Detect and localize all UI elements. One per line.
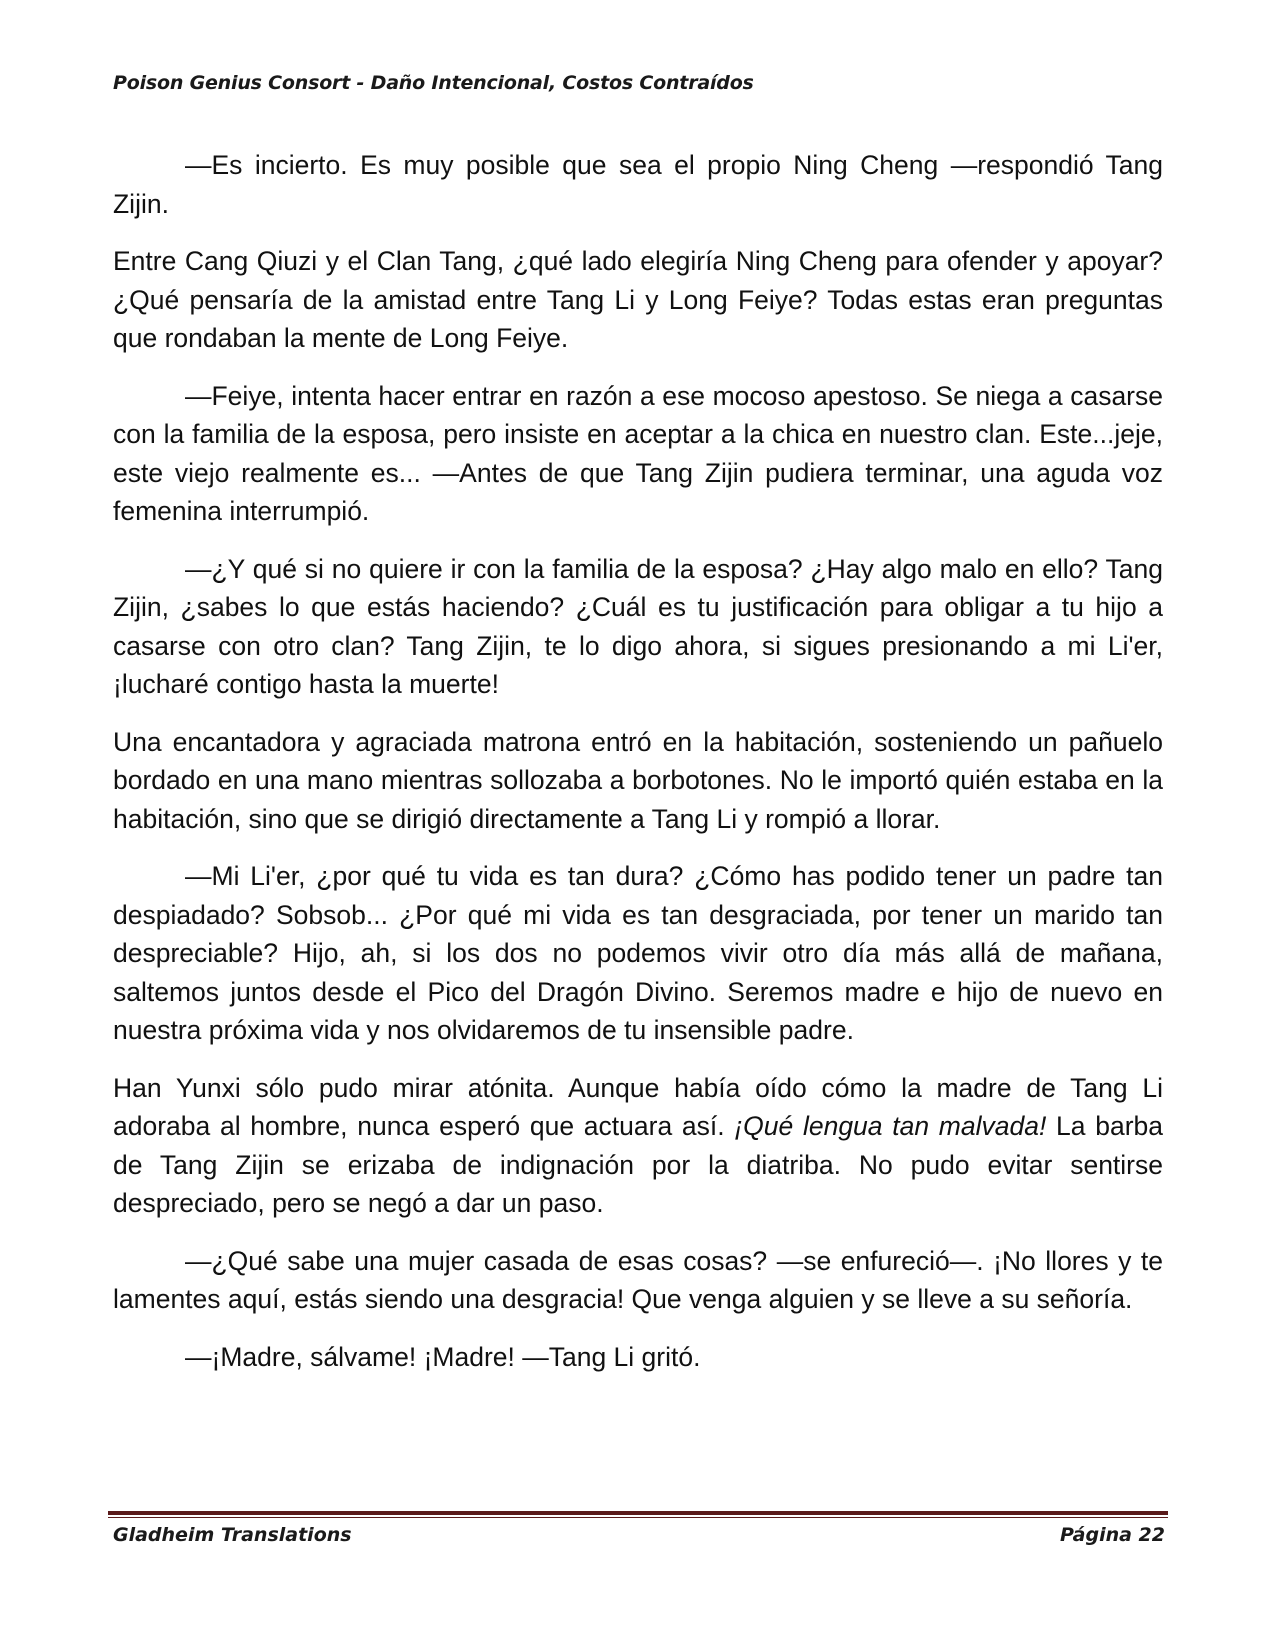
paragraph: Entre Cang Qiuzi y el Clan Tang, ¿qué lado elegiría Ning Cheng para ofender y apoyar? ¿Qué pensaría de la amistad entre Tang Li y Long Feiye? Todas estas eran preguntas que rondaban la mente de Long Feiye. <box>113 246 1163 353</box>
footer-divider-thick <box>108 1511 1168 1515</box>
footer-page-number: Página 22 <box>1059 1524 1165 1546</box>
footer-divider <box>108 1511 1168 1519</box>
paragraph: —¿Y qué si no quiere ir con la familia de la esposa? ¿Hay algo malo en ello? Tang Zijin, ¿sabes lo que estás haciendo? ¿Cuál es tu justificación para obligar a tu hijo a casarse con otro clan? Tang Zijin, te lo digo ahora, si sigues presionando a mi Li'er, ¡lucharé contigo hasta la muerte! <box>113 553 1163 699</box>
paragraph: —Es incierto. Es muy posible que sea el propio Ning Cheng —respondió Tang Zijin. <box>113 150 1163 219</box>
paragraph: —¿Qué sabe una mujer casada de esas cosas? —se enfureció—. ¡No llores y te lamentes aquí, estás siendo una desgracia! Que venga alguien y se lleve a su señoría. <box>113 1245 1163 1314</box>
paragraph: Una encantadora y agraciada matrona entró en la habitación, sosteniendo un pañuelo bordado en una mano mientras sollozaba a borbotones. No le importó quién estaba en la habitación, sino que se dirigió directamente a Tang Li y rompió a llorar. <box>113 726 1163 834</box>
footer-divider-thin <box>108 1517 1168 1518</box>
paragraph: —¡Madre, sálvame! ¡Madre! —Tang Li gritó. <box>185 1341 701 1372</box>
paragraph: —Feiye, intenta hacer entrar en razón a ese mocoso apestoso. Se niega a casarse con la familia de la esposa, pero insiste en aceptar a la chica en nuestro clan. Este...jeje, este viejo realmente es... —Antes de que Tang Zijin pudiera terminar, una aguda voz femenina interrumpió. <box>113 380 1163 526</box>
paragraph-with-emphasis <box>113 1069 1163 1223</box>
italic-emphasis: ¡Qué lengua tan malvada! <box>734 1111 1047 1141</box>
paragraph: —Mi Li'er, ¿por qué tu vida es tan dura? ¿Cómo has podido tener un padre tan despiadado? Sobsob... ¿Por qué mi vida es tan desgraciada, por tener un marido tan despreciable? Hijo, ah, si los dos no podemos vivir otro día más allá de mañana, saltemos juntos desde el Pico del Dragón Divino. Seremos madre e hijo de nuevo en nuestra próxima vida y nos olvidaremos de tu insensible padre. <box>113 861 1163 1045</box>
body-text <box>113 146 1163 1395</box>
page-header-title: Poison Genius Consort - Daño Intencional, Costos Contraídos <box>113 72 754 94</box>
footer-translator: Gladheim Translations <box>113 1524 352 1546</box>
paragraph-text: La barba de Tang Zijin se erizaba de indignación por la diatriba. No pudo evitar sentirse despreciado, pero se negó a dar un paso. <box>113 1111 1164 1218</box>
paragraph-text: Han Yunxi sólo pudo mirar atónita. Aunque había oído cómo la madre de Tang Li adoraba al hombre, nunca esperó que actuara así. <box>113 1072 1163 1141</box>
